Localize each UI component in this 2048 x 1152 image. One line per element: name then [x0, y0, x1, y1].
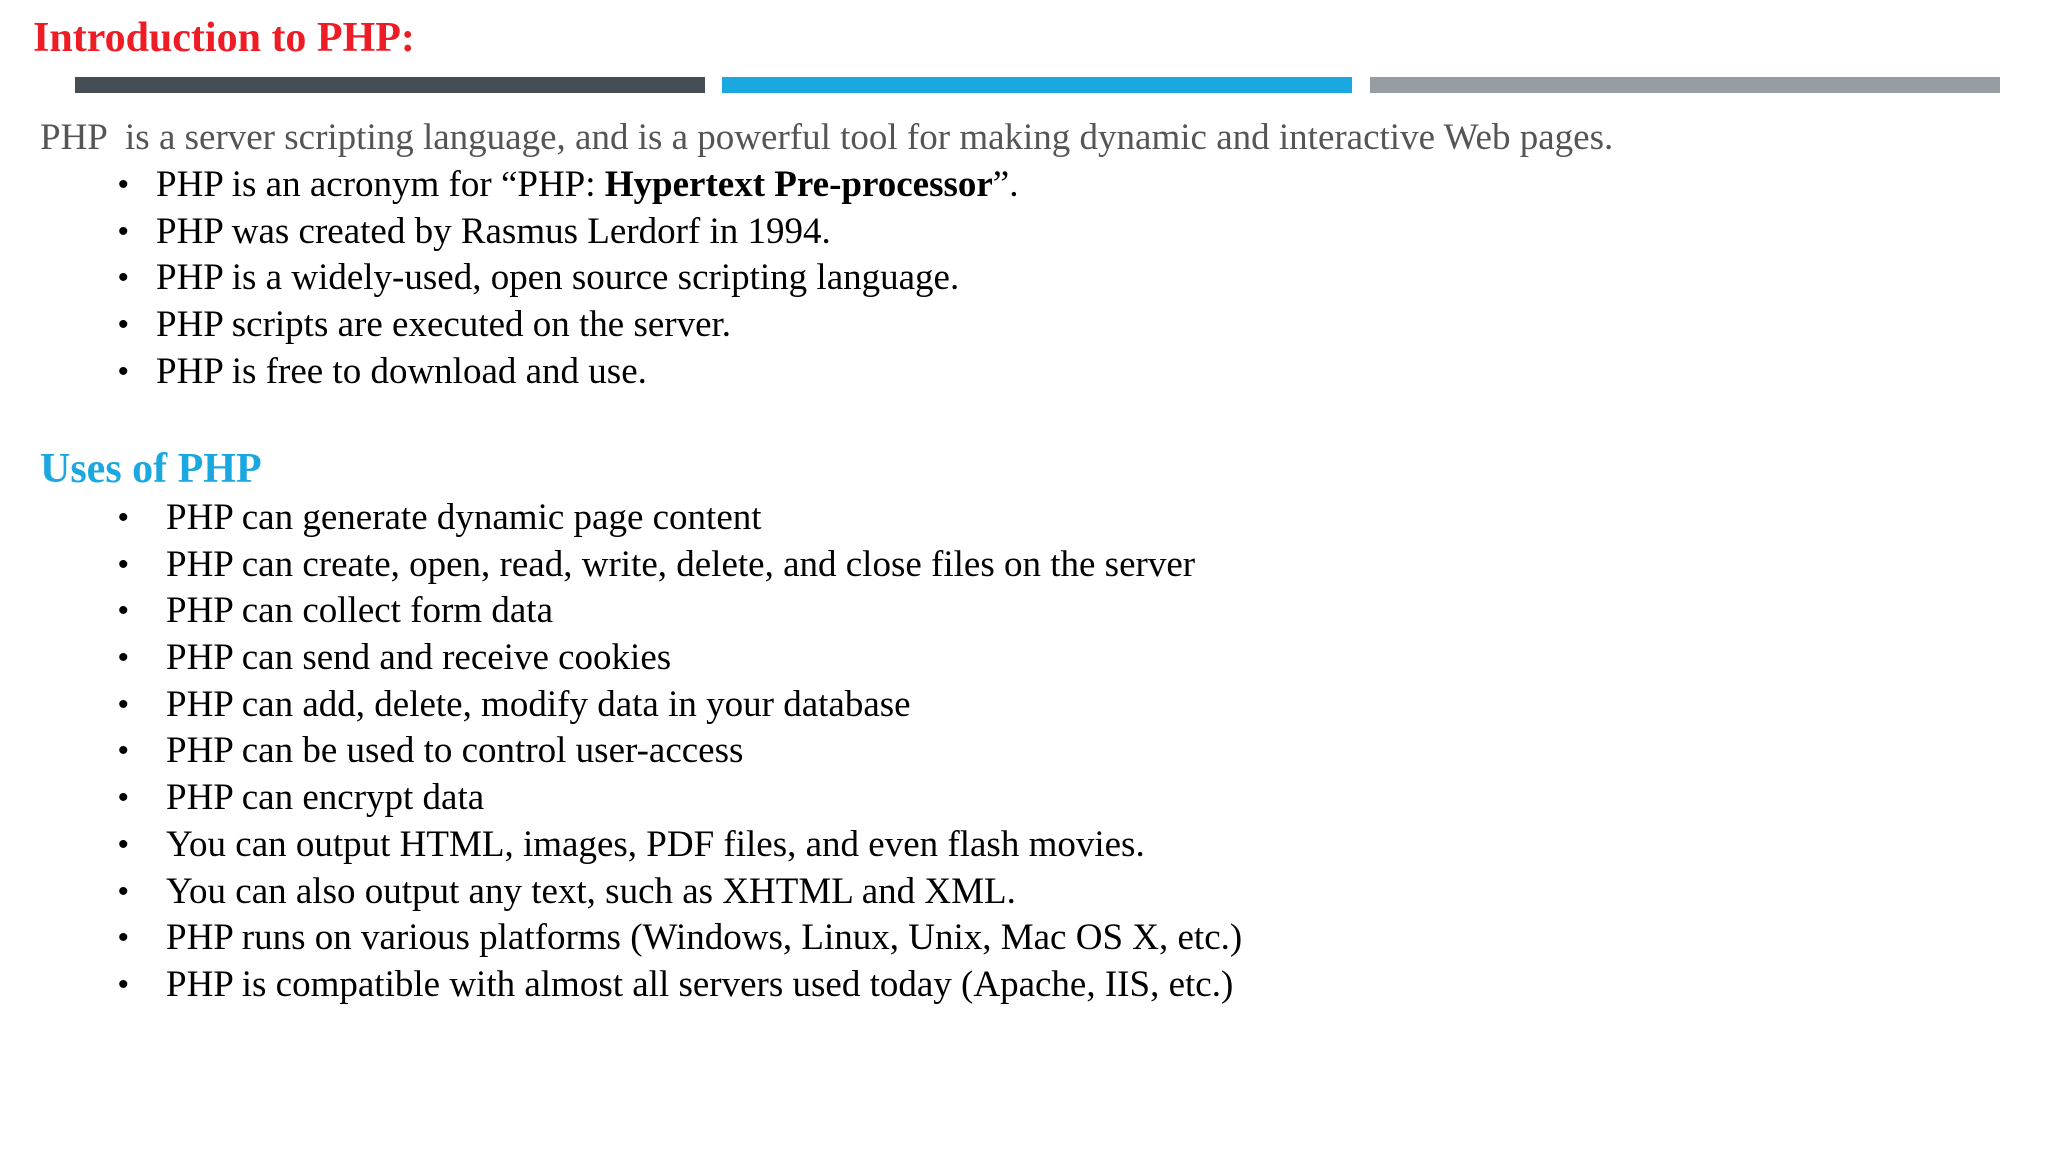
bullet-icon: •: [118, 501, 129, 534]
bullet-icon: •: [118, 827, 129, 861]
bullet-icon: •: [118, 594, 129, 628]
list-item-text: PHP can create, open, read, write, delete, and close files on the server: [166, 543, 1196, 585]
list-item-text: PHP can collect form data: [166, 590, 554, 632]
bullet-icon: •: [118, 214, 129, 248]
list-item-text: PHP is free to download and use.: [156, 350, 647, 392]
list-item-text: PHP was created by Rasmus Lerdorf in 1994.: [156, 210, 831, 252]
divider-bar-dark: [75, 77, 705, 93]
bullet-icon: •: [118, 168, 129, 201]
list-item-text: PHP scripts are executed on the server.: [156, 304, 732, 346]
divider-bar-gray: [1370, 77, 2000, 93]
list-item-text: PHP is a widely-used, open source scripting language.: [156, 257, 960, 299]
list-item-text: PHP can send and receive cookies: [166, 637, 672, 679]
bullet-icon: •: [118, 921, 129, 955]
intro-text: is a server scripting language, and is a powerful tool for making dynamic and interactive Web pages.: [125, 117, 1614, 158]
list-item-text: PHP can be used to control user-access: [166, 730, 744, 772]
intro-paragraph: [40, 111, 1613, 165]
slide-title: Introduction to PHP:: [33, 15, 415, 61]
acronym-prefix: PHP is an acronym for “PHP:: [156, 164, 605, 205]
bullet-icon: •: [118, 261, 129, 295]
bullet-icon: •: [118, 874, 129, 908]
list-item-text: PHP can add, delete, modify data in your database: [166, 683, 911, 725]
list-item-text: [156, 162, 1018, 209]
bullet-icon: •: [118, 967, 129, 1001]
intro-prefix: PHP: [40, 117, 126, 158]
bullet-icon: •: [118, 308, 129, 342]
bullet-icon: •: [118, 547, 129, 581]
list-item-text: You can also output any text, such as XHTML and XML.: [166, 870, 1016, 912]
uses-heading: Uses of PHP: [40, 446, 262, 492]
list-item-text: PHP can generate dynamic page content: [166, 497, 762, 538]
acronym-expansion: Hypertext Pre-processor: [604, 164, 993, 205]
bullet-icon: •: [118, 687, 129, 721]
bullet-icon: •: [118, 354, 129, 388]
list-item-text: You can output HTML, images, PDF files, and even flash movies.: [166, 823, 1145, 865]
bullet-icon: •: [118, 734, 129, 768]
acronym-suffix: ”.: [992, 164, 1019, 205]
bullet-icon: •: [118, 781, 129, 815]
divider-bar-blue: [722, 77, 1352, 93]
list-item-text: PHP can encrypt data: [166, 777, 485, 819]
list-item-text: PHP runs on various platforms (Windows, Linux, Unix, Mac OS X, etc.): [166, 917, 1243, 959]
list-item-text: PHP is compatible with almost all servers used today (Apache, IIS, etc.): [166, 963, 1234, 1005]
bullet-icon: •: [118, 641, 129, 675]
